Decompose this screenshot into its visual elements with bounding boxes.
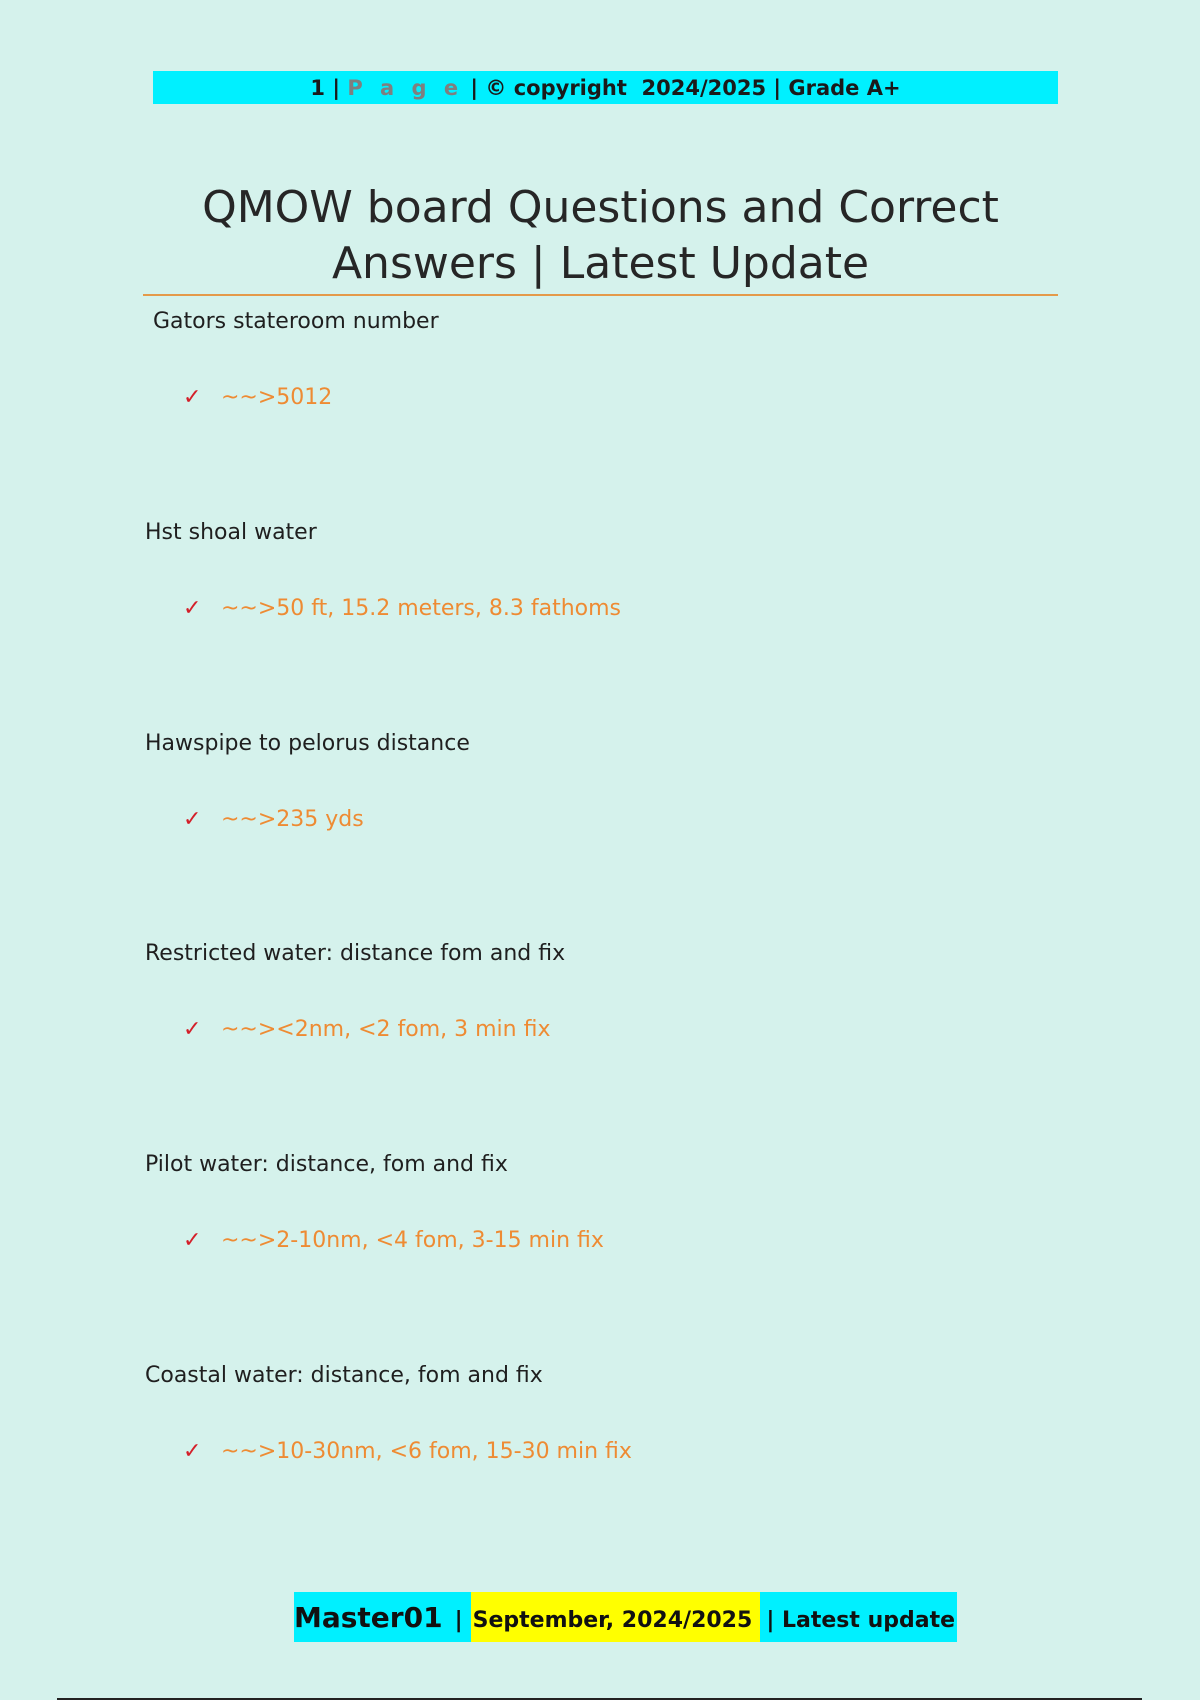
answer-text: ~~>235 yds (221, 807, 364, 832)
footer-date: September, 2024/2025 (471, 1592, 761, 1642)
answer-text: ~~>50 ft, 15.2 meters, 8.3 fathoms (221, 596, 621, 621)
footer-author: Master01 (294, 1592, 447, 1642)
answer-row (183, 1227, 1105, 1255)
page-footer (294, 1592, 957, 1642)
answer-text: ~~>5012 (221, 385, 333, 410)
answer-text: ~~>2-10nm, <4 fom, 3-15 min fix (221, 1228, 604, 1253)
question-text: Hawspipe to pelorus distance (145, 731, 470, 756)
qa-item (145, 1151, 1105, 1255)
qa-item (145, 730, 1105, 834)
title-line-1: QMOW board Questions and Correct (202, 182, 999, 233)
answer-text: ~~><2nm, <2 fom, 3 min fix (221, 1017, 551, 1042)
header-page-word: P a g e (347, 75, 464, 100)
page-header (153, 71, 1058, 104)
checkmark-icon: ✓ (183, 807, 202, 832)
question-text: Coastal water: distance, fom and fix (145, 1363, 543, 1388)
answer-row (183, 1438, 1105, 1466)
header-copyright: | © copyright 2024/2025 | Grade A+ (463, 75, 901, 100)
checkmark-icon: ✓ (183, 1439, 202, 1464)
qa-item (145, 308, 1105, 412)
footer-tag: | Latest update (760, 1592, 957, 1642)
header-separator: | (325, 75, 348, 100)
question-text: Pilot water: distance, fom and fix (145, 1152, 508, 1177)
qa-item (145, 519, 1105, 623)
answer-row (183, 384, 1105, 412)
question-text: Hst shoal water (145, 520, 317, 545)
question-text: Gators stateroom number (153, 309, 439, 334)
header-page-number: 1 (310, 75, 326, 100)
checkmark-icon: ✓ (183, 385, 202, 410)
qa-item (145, 940, 1105, 1044)
answer-row (183, 806, 1105, 834)
answer-text: ~~>10-30nm, <6 fom, 15-30 min fix (221, 1439, 632, 1464)
title-line-2: Answers | Latest Update (331, 238, 870, 289)
checkmark-icon: ✓ (183, 1228, 202, 1253)
checkmark-icon: ✓ (183, 1017, 202, 1042)
document-title (143, 180, 1058, 292)
question-text: Restricted water: distance fom and fix (145, 941, 566, 966)
qa-item (145, 1362, 1105, 1466)
title-divider (143, 294, 1058, 296)
answer-row (183, 1016, 1105, 1044)
answer-row (183, 595, 1105, 623)
footer-separator: | (447, 1592, 471, 1642)
checkmark-icon: ✓ (183, 596, 202, 621)
